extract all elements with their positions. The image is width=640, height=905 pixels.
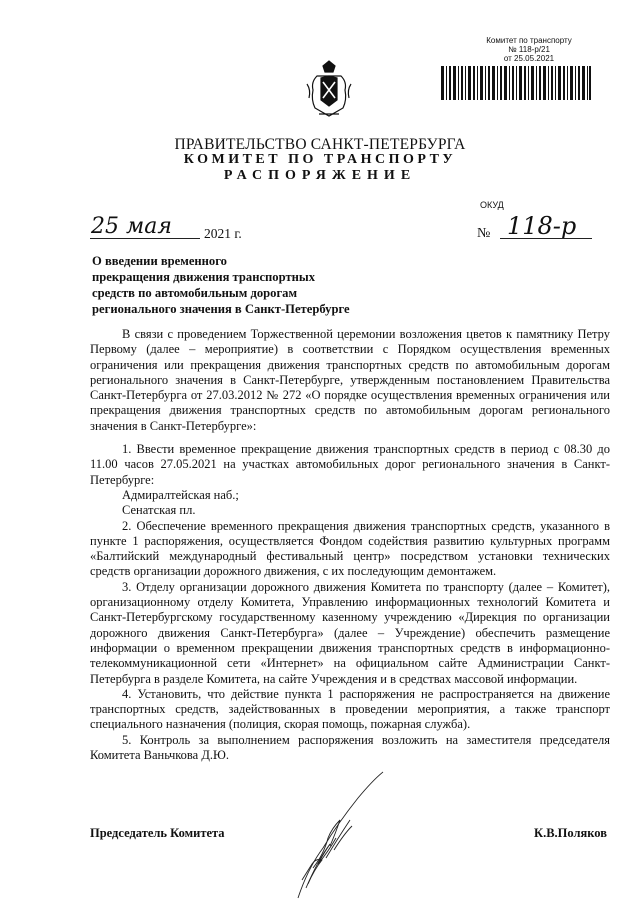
item-1-paragraph: 1. Ввести временное прекращение движения транспортных средств в период с 08.30 до 11.00 часов 27.05.2021 на участках автомобильных дорог регионального значения в Санкт-Петербурге: [90,442,610,487]
item-4-paragraph: 4. Установить, что действие пункта 1 распоряжения не распространяется на движение транспортных средств, задействованных в проведении мероприятия, а также транспорт специального назначения (полиция, скорая помощь, пожарная служба). [90,686,610,732]
subject-line: прекращения движения транспортных [92,270,316,284]
item-5-paragraph: 5. Контроль за выполнением распоряжения возложить на заместителя председателя Комитета Ваньчкова Д.Ю. [90,732,610,763]
signatory-position: Председатель Комитета [90,826,225,840]
document-type: РАСПОРЯЖЕНИЕ [223,168,417,183]
stamp-line-1: Комитет по транспорту [486,36,572,45]
number-sign: № [477,226,491,241]
preamble-paragraph: В связи с проведением Торжественной церемонии возложения цветов к памятнику Петру Первому (далее – мероприятие) в соответствии с Порядком осуществления временных ограничения или прекращения движения транспортных средств по автомобильным дорогам регионального значения в Санкт-Петербурге, утвержденным постановлением Правительства Санкт-Петербурга от 27.03.2012 № 272 «О порядке осуществления временных ограничения или прекращения движения транспортных средств по автомобильным дорогам регионального значения в Санкт-Петербурге»: [90,327,610,433]
document-body [90,327,610,763]
barcode [441,66,591,100]
government-title: ПРАВИТЕЛЬСТВО САНКТ-ПЕТЕРБУРГА [174,136,466,153]
okud-label: ОКУД [480,200,504,210]
registration-stamp [466,36,592,63]
stamp-line-3: от 25.05.2021 [503,54,555,63]
handwritten-number: 118-р [507,212,577,240]
item-2-paragraph: 2. Обеспечение временного прекращения движения транспортных средств, указанного в пункте 1 распоряжения, осуществляется Фондом содействия развитию культурных программ «Балтийский международный фестивальный центр» посредством установки технических средств организации дорожного движения, с их последующим демонтажем. [90,518,610,579]
item-3-paragraph: 3. Отделу организации дорожного движения Комитета по транспорту (далее – Комитет), организационному отделу Комитета, Управлению информационных технологий Комитета и Санкт-Петербургскому государственному казенному учреждению «Дирекция по организации дорожного движения Санкт-Петербурга» (далее – Учреждение) обеспечить размещение информации о временном прекращении движения транспортных средств в информационно-телекоммуникационной сети «Интернет» на официальном сайте Администрации Санкт-Петербурга в разделе Комитета, на сайте Учреждения и в средствах массовой информации. [90,579,610,686]
coat-of-arms-icon [305,60,353,120]
signatory-name: К.В.Поляков [534,826,607,840]
committee-title: КОМИТЕТ ПО ТРАНСПОРТУ [183,152,457,167]
subject-line: О введении временного [92,254,227,268]
stamp-line-2: № 118-р/21 [508,45,550,54]
handwritten-date: 25 мая [91,214,172,239]
street-item: Адмиралтейская наб.; [122,487,239,502]
document-subject [92,253,392,317]
subject-line: регионального значения в Санкт-Петербурге [92,302,350,316]
number-underline [500,238,592,239]
date-underline [90,238,200,239]
handwritten-signature [278,768,398,903]
date-year: 2021 г. [204,226,242,241]
subject-line: средств по автомобильным дорогам [92,286,298,300]
street-item: Сенатская пл. [122,503,196,518]
